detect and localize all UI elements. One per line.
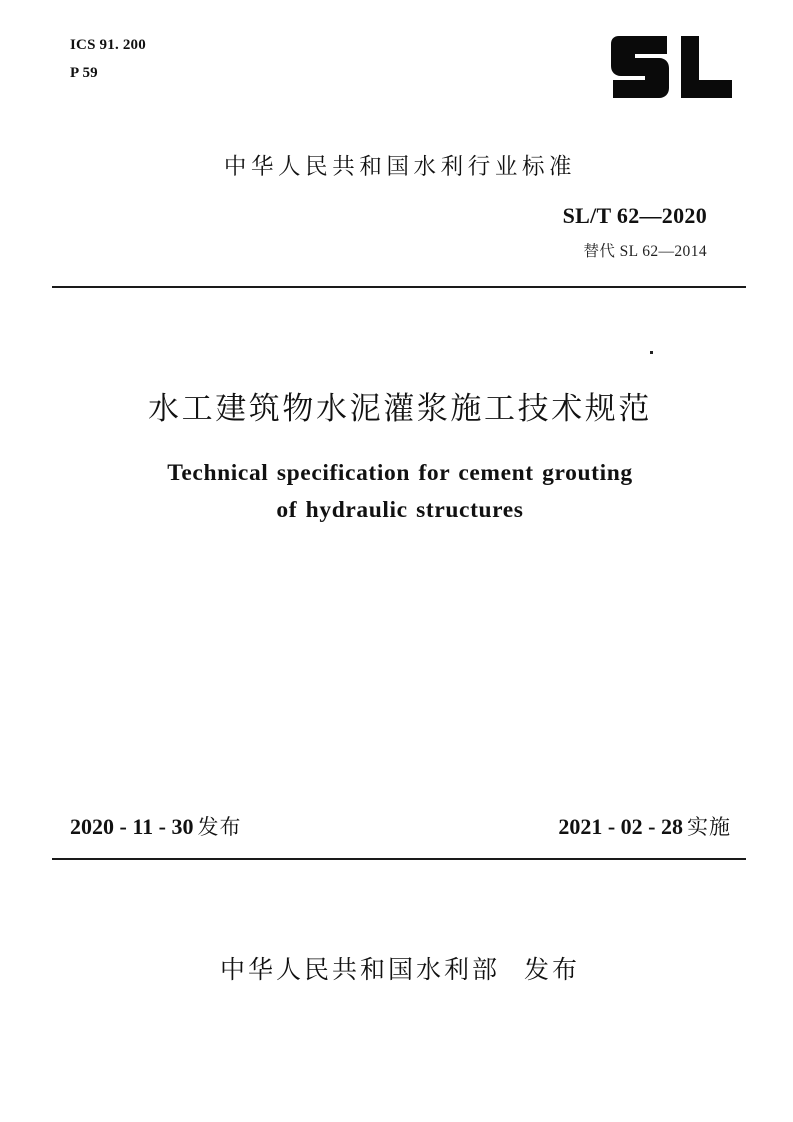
standard-code: SL/T 62—2020 — [562, 203, 707, 228]
publisher-line — [150, 957, 650, 982]
ics-code: ICS 91. 200 — [70, 37, 146, 53]
bottom-divider — [52, 858, 746, 860]
top-divider — [52, 286, 746, 288]
english-title-line-1: Technical specification for cement grouting — [167, 460, 633, 486]
sl-standard-logo-icon — [611, 36, 732, 98]
ccs-code: P 59 — [70, 65, 98, 81]
industry-standard-title: 中华人民共和国水利行业标准 — [223, 154, 577, 180]
english-title-line-2: of hydraulic structures — [276, 497, 524, 523]
replaced-standard: 替代 SL 62—2014 — [583, 243, 707, 260]
chinese-title: 水工建筑物水泥灌浆施工技术规范 — [148, 391, 652, 427]
publisher-name: 中华人民共和国水利部 — [219, 955, 500, 984]
implementation-date: 2021 - 02 - 28 — [558, 814, 683, 839]
issue-label: 发布 — [197, 815, 242, 839]
publisher-action: 发布 — [524, 955, 581, 984]
print-speck — [650, 351, 653, 354]
issue-date: 2020 - 11 - 30 — [70, 814, 194, 839]
implementation-date-block — [558, 816, 731, 838]
issue-date-block — [70, 816, 241, 838]
implementation-label: 实施 — [687, 815, 731, 839]
